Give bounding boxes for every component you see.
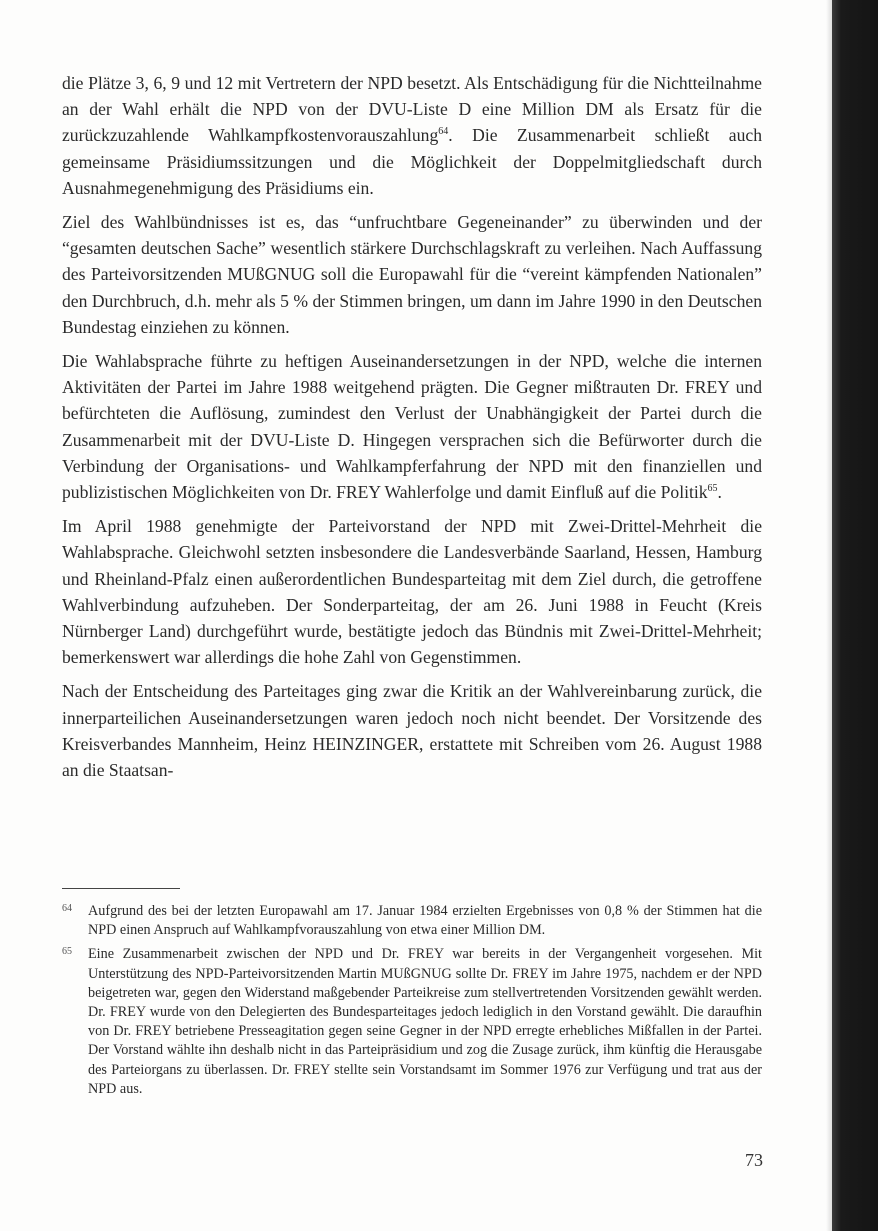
paragraph-text-tail: . Die Zusammenarbeit schließt auch gemeinsame Präsidiumssitzungen und die Möglichkeit der Doppelmitgliedschaft durch Ausnahmegenehmigung des Präsidiums ein. <box>62 125 762 198</box>
footnote-reference: 65 <box>707 483 718 495</box>
scan-edge-bar <box>832 0 878 1231</box>
footnote-64 <box>62 902 762 940</box>
paragraph-1 <box>62 70 762 201</box>
footnotes <box>62 902 762 1104</box>
footnote-number: 65 <box>62 946 72 958</box>
footnote-text: Eine Zusammenarbeit zwischen der NPD und Dr. FREY war bereits in der Vergangenheit vorgesehen. Mit Unterstützung des NPD-Parteivorsitzenden Martin MUßGNUG sollte Dr. FREY im Jahre 1975, nachdem er der NPD beigetreten war, gegen den Widerstand maßgebender Parteikreise zum stellvertretenden Vorsitzenden gewählt werden. Dr. FREY wurde von den Delegierten des Bundesparteitages jedoch lediglich in den Vorstand gewählt. Die daraufhin von Dr. FREY betriebene Presseagitation gegen seine Gegner in der NPD erregte erhebliches Mißfallen in der Partei. Der Vorstand wählte ihn deshalb nicht in das Parteipräsidium und zog die Zusage zurück, ihm künftig die Herausgabe des Parteiorgans zu überlassen. Dr. FREY stellte sein Vorstandsamt im Sommer 1976 zur Verfügung und trat aus der NPD aus. <box>88 946 762 1097</box>
body-text <box>62 70 762 783</box>
paragraph-text: Nach der Entscheidung des Parteitages ging zwar die Kritik an der Wahlvereinbarung zurück, die innerparteilichen Auseinandersetzungen waren jedoch noch nicht beendet. Der Vorsitzende des Kreisverbandes Mannheim, Heinz HEINZINGER, erstattete mit Schreiben vom 26. August 1988 an die Staatsan- <box>62 681 762 781</box>
paragraph-4 <box>62 513 762 670</box>
footnote-number: 64 <box>62 903 72 914</box>
paragraph-3 <box>62 348 762 505</box>
paragraph-text: Ziel des Wahlbündnisses ist es, das “unfruchtbare Gegeneinander” zu überwinden und der “gesamten deutschen Sache” wesentlich stärkere Durchschlagskraft zu verleihen. Nach Auffassung des Parteivorsitzenden MUßGNUG soll die Europawahl für die “vereint kämpfenden Nationalen” den Durchbruch, d.h. mehr als 5 % der Stimmen bringen, um dann im Jahre 1990 in den Deutschen Bundestag einziehen zu können. <box>62 212 762 337</box>
footnote-65 <box>62 945 762 1099</box>
paragraph-text: Die Wahlabsprache führte zu heftigen Auseinandersetzungen in der NPD, welche die internen Aktivitäten der Partei im Jahre 1988 weitgehend prägten. Die Gegner mißtrauten Dr. FREY und befürchteten die Auflösung, zumindest den Verlust der Unabhängigkeit der Partei durch die Zusammenarbeit mit der DVU-Liste D. Hingegen versprachen sich die Befürworter durch die Verbindung der Organisations- und Wahlkampferfahrung der NPD mit den finanziellen und publizistischen Möglichkeiten von Dr. FREY Wahlerfolge und damit Einfluß auf die Politik <box>62 351 762 503</box>
page-number: 73 <box>745 1150 763 1170</box>
paragraph-5 <box>62 678 762 783</box>
paragraph-text-tail: . <box>717 482 722 503</box>
footnote-reference: 64 <box>438 126 449 138</box>
paragraph-2 <box>62 209 762 340</box>
paragraph-text: die Plätze 3, 6, 9 und 12 mit Vertretern der NPD besetzt. Als Entschädigung für die Nichtteilnahme an der Wahl erhält die NPD von der DVU-Liste D eine Million DM als Ersatz für die zurückzuzahlende Wahlkampfkostenvorauszahlung <box>62 73 762 146</box>
footnote-separator <box>62 888 180 889</box>
footnote-text: Aufgrund des bei der letzten Europawahl am 17. Januar 1984 erzielten Ergebnisses von 0,8 % der Stimmen hat die NPD einen Anspruch auf Wahlkampfvorauszahlung von etwa einer Million DM. <box>88 903 762 939</box>
paragraph-text: Im April 1988 genehmigte der Parteivorstand der NPD mit Zwei-Drittel-Mehrheit die Wahlabsprache. Gleichwohl setzten insbesondere die Landesverbände Saarland, Hessen, Hamburg und Rheinland-Pfalz einen außerordentlichen Bundesparteitag mit dem Ziel durch, die getroffene Wahlverbindung aufzuheben. Der Sonderparteitag, der am 26. Juni 1988 in Feucht (Kreis Nürnberger Land) durchgeführt wurde, bestätigte jedoch das Bündnis mit Zwei-Drittel-Mehrheit; bemerkenswert war allerdings die hohe Zahl von Gegenstimmen. <box>62 516 762 668</box>
